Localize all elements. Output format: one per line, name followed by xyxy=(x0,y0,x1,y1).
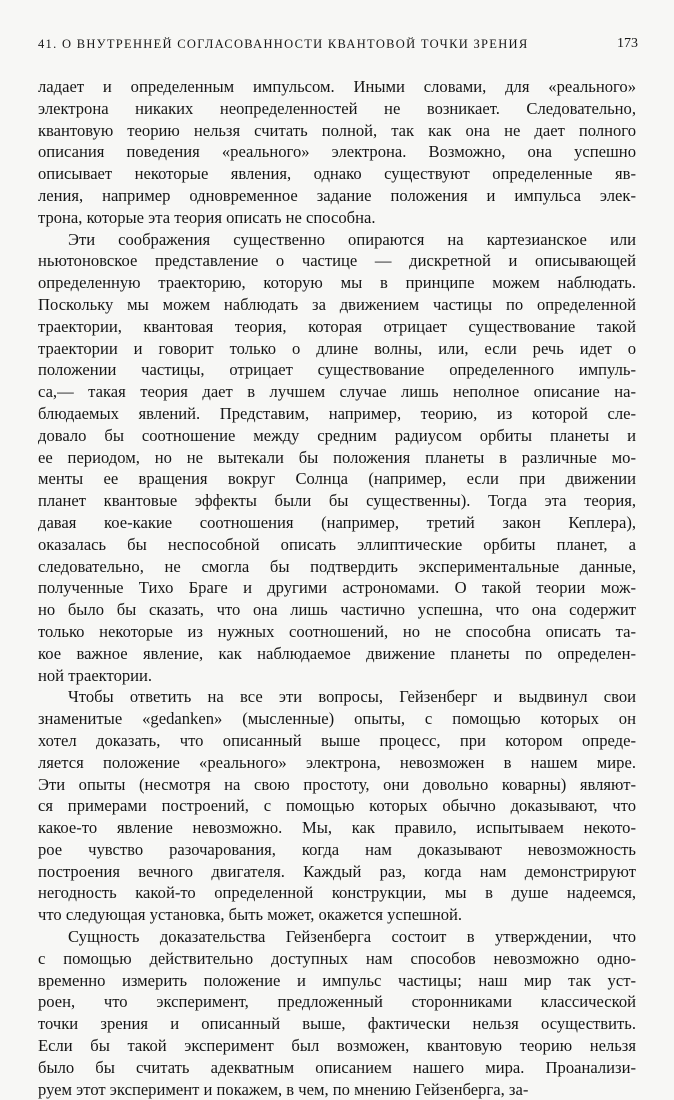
text-line: негодность какой-то определенной конструкции, мы в душе надеемся, xyxy=(38,883,636,903)
text-line: было бы считать адекватным описанием нашего мира. Проанализи- xyxy=(38,1057,636,1077)
text-line: кое важное явление, как наблюдаемое движение планеты по определен- xyxy=(38,643,636,663)
text-line: ся примерами построений, с помощью которых обычно доказывают, что xyxy=(38,796,636,816)
text-line: хотел доказать, что описанный выше процесс, при котором опреде- xyxy=(38,730,636,750)
text-line: ляется положение «реального» электрона, невозможен в нашем мире. xyxy=(38,752,636,772)
text-line: электрона никаких неопределенностей не возникает. Следовательно, xyxy=(38,98,636,118)
paragraph xyxy=(38,229,636,687)
text-line: ления, например одновременное задание положения и импульса элек- xyxy=(38,185,636,205)
text-line: только некоторые из нужных соотношений, но не способна описать та- xyxy=(38,621,636,641)
text-line: но было бы сказать, что она лишь частично успешна, что она содержит xyxy=(38,600,636,620)
text-line: что следующая установка, быть может, окажется успешной. xyxy=(38,905,463,925)
text-line: построения вечного двигателя. Каждый раз, когда нам демонстрируют xyxy=(38,861,636,881)
text-line: руем этот эксперимент и покажем, в чем, по мнению Гейзенберга, за- xyxy=(38,1079,529,1099)
text-line: ладает и определенным импульсом. Иными словами, для «реального» xyxy=(38,77,636,96)
text-line: определенную траекторию, которую мы в принципе можем наблюдать. xyxy=(38,273,636,293)
text-line: траектории, квантовая теория, которая отрицает существование такой xyxy=(38,316,636,336)
text-line: ее периодом, но не вытекали бы положения планеты в различные мо- xyxy=(38,447,636,467)
text-line: блюдаемых явлений. Представим, например, теорию, из которой сле- xyxy=(38,403,636,423)
chapter-title: 41. О ВНУТРЕННЕЙ СОГЛАСОВАННОСТИ КВАНТОВОЙ ТОЧКИ ЗРЕНИЯ xyxy=(38,37,529,51)
text-line: Чтобы ответить на все эти вопросы, Гейзенберг и выдвинул свои xyxy=(68,687,636,707)
text-line: роен, что эксперимент, предложенный сторонниками классической xyxy=(38,992,636,1012)
text-line: трона, которые эта теория описать не способна. xyxy=(38,207,376,227)
text-line: траектории и говорит только о длине волны, или, если речь идет о xyxy=(38,338,636,358)
page-number: 173 xyxy=(617,36,638,51)
text-line: положении частицы, отрицает существование определенного импуль- xyxy=(38,360,636,380)
text-line: менты ее вращения вокруг Солнца (например, если при движении xyxy=(38,469,636,489)
text-line: ной траектории. xyxy=(38,665,153,685)
text-line: Поскольку мы можем наблюдать за движением частицы по определенной xyxy=(38,294,636,314)
text-line: с помощью действительно доступных нам способов невозможно одно- xyxy=(38,948,636,968)
text-line: са,— такая теория дает в лучшем случае лишь неполное описание на- xyxy=(38,382,636,402)
text-line: рое чувство разочарования, когда нам доказывают невозможность xyxy=(38,839,636,859)
text-line: планет квантовые эффекты были бы существенны). Тогда эта теория, xyxy=(38,491,636,511)
text-line: полученные Тихо Браге и другими астрономами. О такой теории мож- xyxy=(38,578,636,598)
text-line: квантовую теорию нельзя считать полной, так как она не дает полного xyxy=(38,120,636,140)
text-line: Сущность доказательства Гейзенберга состоит в утверждении, что xyxy=(68,927,636,947)
text-line: довало бы соотношение между средним радиусом орбиты планеты и xyxy=(38,425,636,445)
paragraph xyxy=(38,76,636,229)
body-text xyxy=(38,76,636,1100)
text-line: Если бы такой эксперимент был возможен, квантовую теорию нельзя xyxy=(38,1036,636,1056)
text-line: описания поведения «реального» электрона. Возможно, она успешно xyxy=(38,142,636,162)
text-line: оказалась бы неспособной описать эллиптические орбиты планет, а xyxy=(38,534,636,554)
text-line: какое-то явление невозможно. Мы, как правило, испытываем некото- xyxy=(38,818,636,838)
text-line: Эти соображения существенно опираются на картезианское или xyxy=(68,229,636,249)
text-line: Эти опыты (несмотря на свою простоту, они довольно коварны) являют- xyxy=(38,774,636,794)
text-line: давая кое-какие соотношения (например, третий закон Кеплера), xyxy=(38,512,636,532)
text-line: следовательно, не смогла бы подтвердить экспериментальные данные, xyxy=(38,556,636,576)
text-line: точки зрения и описанный выше, фактически нельзя осуществить. xyxy=(38,1014,636,1034)
text-line: ньютоновское представление о частице — дискретной и описывающей xyxy=(38,251,636,271)
paragraph xyxy=(38,686,636,926)
text-line: временно измерить положение и импульс частицы; наш мир так уст- xyxy=(38,970,636,990)
paragraph xyxy=(38,926,636,1100)
text-line: знаменитые «gedanken» (мысленные) опыты, с помощью которых он xyxy=(38,709,636,729)
text-line: описывает некоторые явления, однако существуют определенные яв- xyxy=(38,164,636,184)
